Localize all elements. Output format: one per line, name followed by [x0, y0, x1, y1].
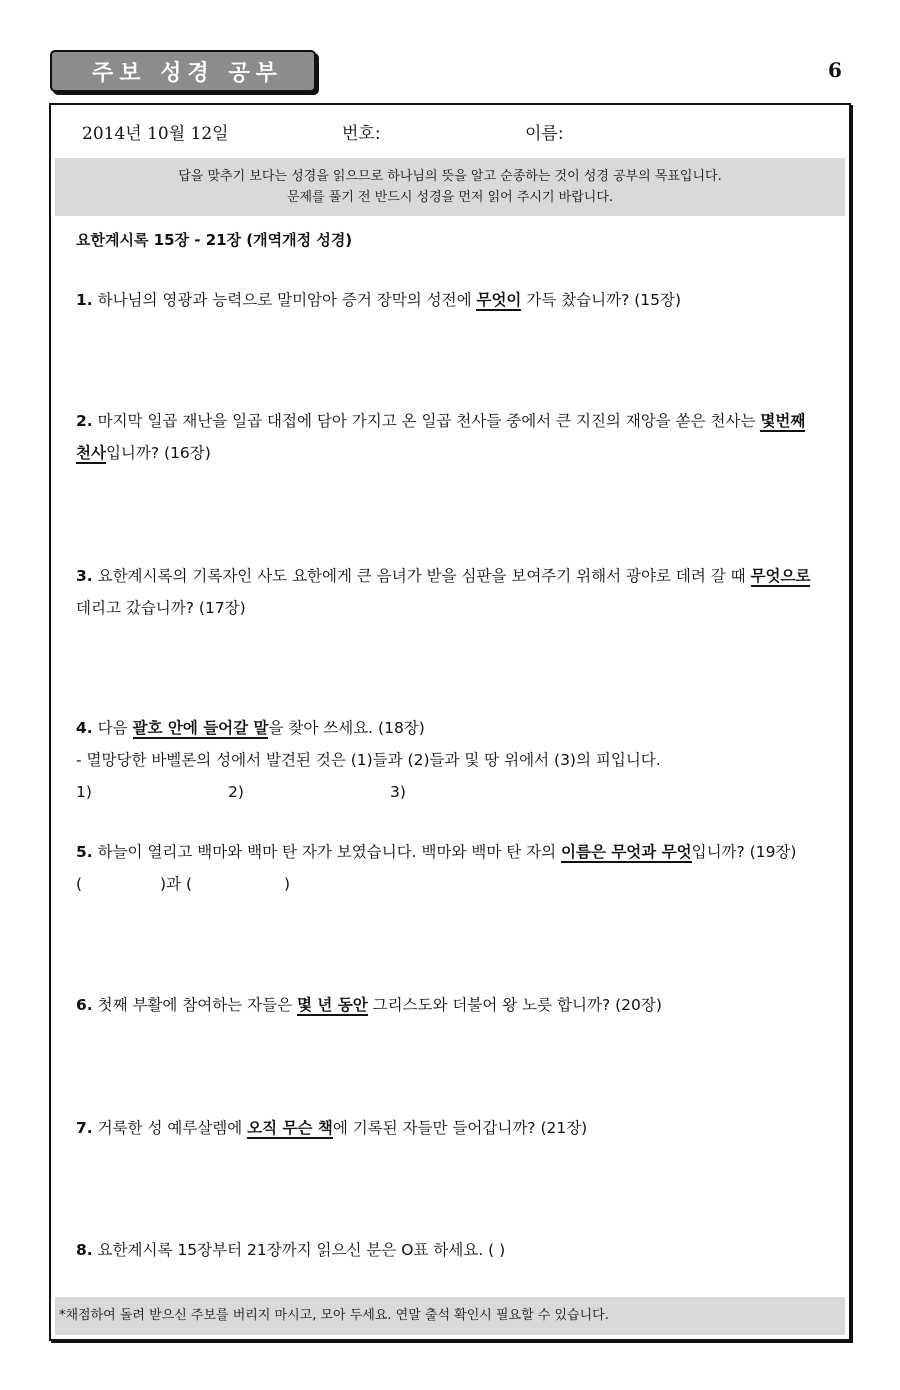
question-keyword: 오직 무슨 책: [247, 1119, 333, 1137]
question-text: 첫째 부활에 참여하는 자들은: [92, 996, 297, 1014]
question-4: [76, 712, 816, 808]
question-text-end: 입니까? (16장): [105, 444, 211, 462]
question-2: [76, 405, 816, 469]
title-banner: [50, 50, 316, 92]
question-text: 요한계시록 15장부터 21장까지 읽으신 분은 O표 하세요. ( ): [92, 1241, 506, 1259]
footer-note: *채점하여 돌려 받으신 주보를 버리지 마시고, 모아 두세요. 연말 출석 확인시 필요할 수 있습니다.: [55, 1297, 845, 1335]
question-6: [76, 989, 816, 1021]
answer-blanks: [76, 776, 816, 808]
question-text: 하늘이 열리고 백마와 백마 탄 자가 보였습니다. 백마와 백마 탄 자의: [92, 843, 562, 861]
question-text: 마지막 일곱 재난을 일곱 대접에 담아 가지고 온 일곱 천사들 중에서 큰 지진의 재앙을 쏟은 천사는: [92, 412, 761, 430]
notice-line-2: 문제를 풀기 전 반드시 성경을 먼저 읽어 주시기 바랍니다.: [286, 190, 614, 205]
blank-3-label: 3): [390, 783, 406, 801]
question-number: 1.: [76, 291, 93, 309]
instruction-notice: [55, 158, 845, 216]
answer-middle: )과 (: [160, 875, 192, 893]
question-text: 거룩한 성 예루살렘에: [92, 1119, 248, 1137]
question-subtext: - 멸망당한 바벨론의 성에서 발견된 것은 (1)들과 (2)들과 및 땅 위에서 (3)의 피입니다.: [76, 751, 661, 769]
question-number: 2.: [76, 412, 93, 430]
question-keyword: 무엇이: [476, 291, 522, 309]
answer-row: [76, 868, 816, 900]
question-text-end: 데리고 갔습니까? (17장): [76, 599, 246, 617]
question-text: 요한계시록의 기록자인 사도 요한에게 큰 음녀가 받을 심판을 보여주기 위해서 광야로 데려 갈 때: [92, 567, 751, 585]
question-text-end: 그리스도와 더불어 왕 노릇 합니까? (20장): [367, 996, 662, 1014]
question-8: [76, 1234, 816, 1266]
question-keyword: 몇번째 천사: [76, 412, 806, 462]
page-title: 주보 성경 공부: [92, 60, 283, 86]
question-7: [76, 1112, 816, 1144]
question-text: 다음: [92, 719, 133, 737]
answer-open-paren: (: [76, 875, 83, 893]
question-keyword: 무엇으로: [750, 567, 811, 585]
blank-2-label: 2): [228, 783, 244, 801]
answer-close-paren: ): [284, 875, 291, 893]
question-3: [76, 560, 816, 624]
question-number: 4.: [76, 719, 93, 737]
question-keyword: 몇 년 동안: [297, 996, 368, 1014]
question-text-end: 입니까? (19장): [691, 843, 797, 861]
question-text-end: 을 찾아 쓰세요. (18장): [268, 719, 425, 737]
question-text-end: 에 기록된 자들만 들어갑니까? (21장): [332, 1119, 588, 1137]
date-text: 2014년 10월 12일: [82, 124, 229, 144]
question-number: 6.: [76, 996, 93, 1014]
section-heading: 요한계시록 15장 - 21장 (개역개정 성경): [76, 231, 353, 249]
number-label: 번호:: [342, 124, 381, 144]
question-number: 7.: [76, 1119, 93, 1137]
notice-line-1: 답을 맞추기 보다는 성경을 읽으므로 하나님의 뜻을 알고 순종하는 것이 성경 공부의 목표입니다.: [178, 169, 722, 184]
question-1: [76, 284, 816, 316]
page-number: 6: [828, 58, 842, 82]
question-keyword: 괄호 안에 들어갈 말: [132, 719, 269, 737]
question-keyword: 이름은 무엇과 무엇: [561, 843, 692, 861]
question-number: 5.: [76, 843, 93, 861]
blank-1-label: 1): [76, 783, 92, 801]
name-label: 이름:: [525, 124, 564, 144]
question-number: 8.: [76, 1241, 93, 1259]
question-text-end: 가득 찼습니까? (15장): [521, 291, 682, 309]
question-number: 3.: [76, 567, 93, 585]
question-text: 하나님의 영광과 능력으로 말미암아 증거 장막의 성전에: [92, 291, 477, 309]
question-5: [76, 836, 816, 900]
